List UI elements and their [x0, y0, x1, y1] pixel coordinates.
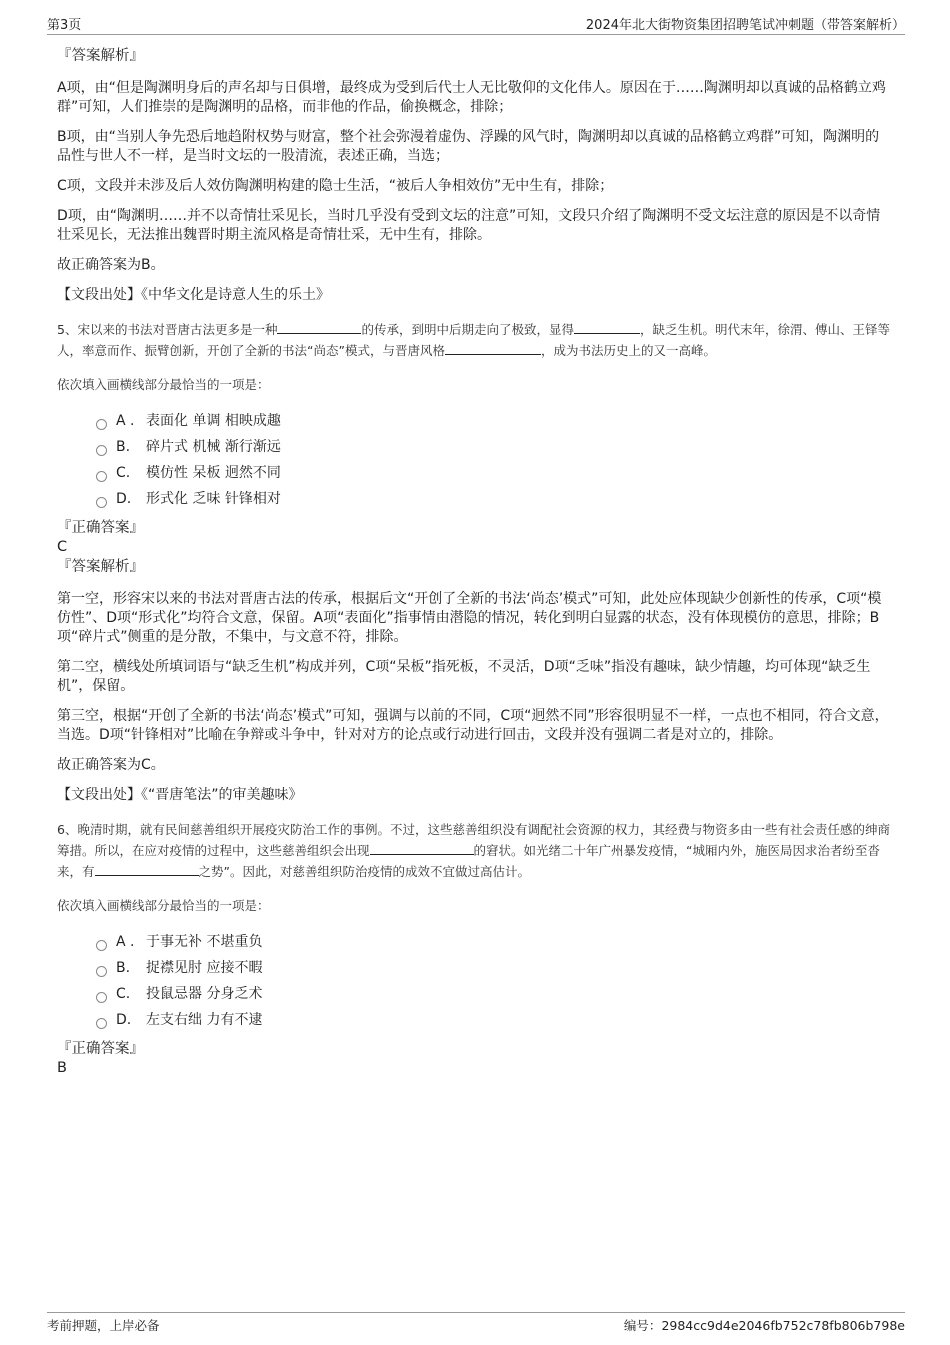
question-6-text: 6、晚清时期，就有民间慈善组织开展疫灾防治工作的事例。不过，这些慈善组织没有调配社会资源的权力，其经费与物资多由一些有社会责任感的绅商筹措。所以，在应对疫情的过程中，这些慈善组织会出现 的窘状。如光绪二十年广州暴发疫情，“城厢内外，施医局因求治者纷至沓来，有 之势”。因此，对慈善组织防治疫情的成效不宜做过高估计。: [57, 822, 890, 879]
option-b[interactable]: B. 捉襟见肘 应接不暇: [96, 955, 891, 981]
radio-button[interactable]: [96, 992, 107, 1003]
correct-answer-value: C: [57, 539, 68, 555]
analysis-paragraph: D项，由“陶渊明……并不以奇情壮采见长，当时几乎没有受到文坛的注意”可知，文段只介绍了陶渊明不受文坛注意的原因是不以奇情壮采见长，无法推出魏晋时期主流风格是奇情壮采，无中生有，排除。: [57, 208, 881, 243]
analysis-paragraph: 第一空，形容宋以来的书法对晋唐古法的传承，根据后文“开创了全新的书法‘尚态’模式”可知，此处应体现缺少创新性的传承，C项“模仿性”、D项“形式化”均符合文意，保留。A项“表面化”指事情由潜隐的情况，转化到明白显露的状态，没有体现模仿的意思，排除；B项“碎片式”侧重的是分散，不集中，与文意不符，排除。: [57, 591, 882, 645]
question-5-prompt: 依次填入画横线部分最恰当的一项是：: [57, 377, 270, 392]
page-footer: [47, 1312, 905, 1333]
option-a[interactable]: A . 于事无补 不堪重负: [96, 929, 891, 955]
page-content: [57, 46, 891, 1078]
source-citation: 【文段出处】《中华文化是诗意人生的乐土》: [57, 287, 330, 303]
answer-conclusion: 故正确答案为C。: [57, 757, 165, 773]
correct-answer-value: B: [57, 1060, 67, 1076]
option-d[interactable]: D. 形式化 乏味 针锋相对: [96, 486, 891, 512]
option-c[interactable]: C. 模仿性 呆板 迥然不同: [96, 460, 891, 486]
blank-2: [95, 861, 199, 876]
analysis-paragraph: 第二空，横线处所填词语与“缺乏生机”构成并列，C项“呆板”指死板，不灵活，D项“乏味”指没有趣味，缺少情趣，均可体现“缺乏生机”，保留。: [57, 659, 871, 694]
page-number: 第3页: [47, 18, 82, 33]
radio-button[interactable]: [96, 445, 107, 456]
blank-1: [277, 319, 361, 334]
footer-slogan: 考前押题，上岸必备: [47, 1318, 160, 1333]
source-citation: 【文段出处】《“晋唐笔法”的审美趣味》: [57, 787, 303, 803]
radio-button[interactable]: [96, 940, 107, 951]
radio-button[interactable]: [96, 966, 107, 977]
radio-button[interactable]: [96, 471, 107, 482]
document-code: 编号：2984cc9d4e2046fb752c78fb806b798e: [623, 1318, 905, 1333]
radio-button[interactable]: [96, 419, 107, 430]
option-b[interactable]: B. 碎片式 机械 渐行渐远: [96, 434, 891, 460]
option-d[interactable]: D. 左支右绌 力有不逮: [96, 1007, 891, 1033]
blank-1: [370, 840, 474, 855]
blank-2: [574, 319, 640, 334]
option-a[interactable]: A . 表面化 单调 相映成趣: [96, 408, 891, 434]
page-header: [47, 14, 905, 35]
radio-button[interactable]: [96, 1018, 107, 1029]
question-5-options: [96, 408, 891, 512]
analysis-paragraph: A项，由“但是陶渊明身后的声名却与日俱增，最终成为受到后代士人无比敬仰的文化伟人。原因在于……陶渊明却以真诚的品格鹤立鸡群”可知，人们推崇的是陶渊明的品格，而非他的作品，偷换概念，排除；: [57, 80, 886, 115]
option-c[interactable]: C. 投鼠忌器 分身乏术: [96, 981, 891, 1007]
analysis-label: 『答案解析』: [57, 48, 144, 64]
question-5-text: 5、宋以来的书法对晋唐古法更多是一种 的传承，到明中后期走向了极致，显得 ，缺乏生机。明代末年，徐渭、傅山、王铎等人，率意而作、振臂创新，开创了全新的书法“尚态”模式，与晋唐风格 ，成为书法历史上的又一高峰。: [57, 319, 891, 361]
analysis-paragraph: 第三空，根据“开创了全新的书法‘尚态’模式”可知，强调与以前的不同，C项“迥然不同”形容很明显不一样，一点也不相同，符合文意，当选。D项“针锋相对”比喻在争辩或斗争中，针对对方的论点或行动进行回击，文段并没有强调二者是对立的，排除。: [57, 708, 889, 743]
blank-3: [445, 340, 541, 355]
question-6-options: [96, 929, 891, 1033]
question-6-prompt: 依次填入画横线部分最恰当的一项是：: [57, 898, 270, 913]
radio-button[interactable]: [96, 497, 107, 508]
analysis-paragraph: B项，由“当别人争先恐后地趋附权势与财富，整个社会弥漫着虚伪、浮躁的风气时，陶渊明却以真诚的品格鹤立鸡群”可知，陶渊明的品性与世人不一样，是当时文坛的一股清流，表述正确，当选；: [57, 129, 880, 164]
analysis-paragraph: C项，文段并未涉及后人效仿陶渊明构建的隐士生活，“被后人争相效仿”无中生有，排除；: [57, 178, 614, 194]
analysis-label: 『答案解析』: [57, 559, 144, 575]
correct-answer-label: 『正确答案』: [57, 1041, 144, 1057]
analysis-block-q4: [57, 79, 891, 305]
analysis-block-q5: [57, 590, 891, 805]
answer-conclusion: 故正确答案为B。: [57, 257, 165, 273]
correct-answer-label: 『正确答案』: [57, 520, 144, 536]
document-title: 2024年北大街物资集团招聘笔试冲刺题（带答案解析）: [585, 18, 905, 33]
